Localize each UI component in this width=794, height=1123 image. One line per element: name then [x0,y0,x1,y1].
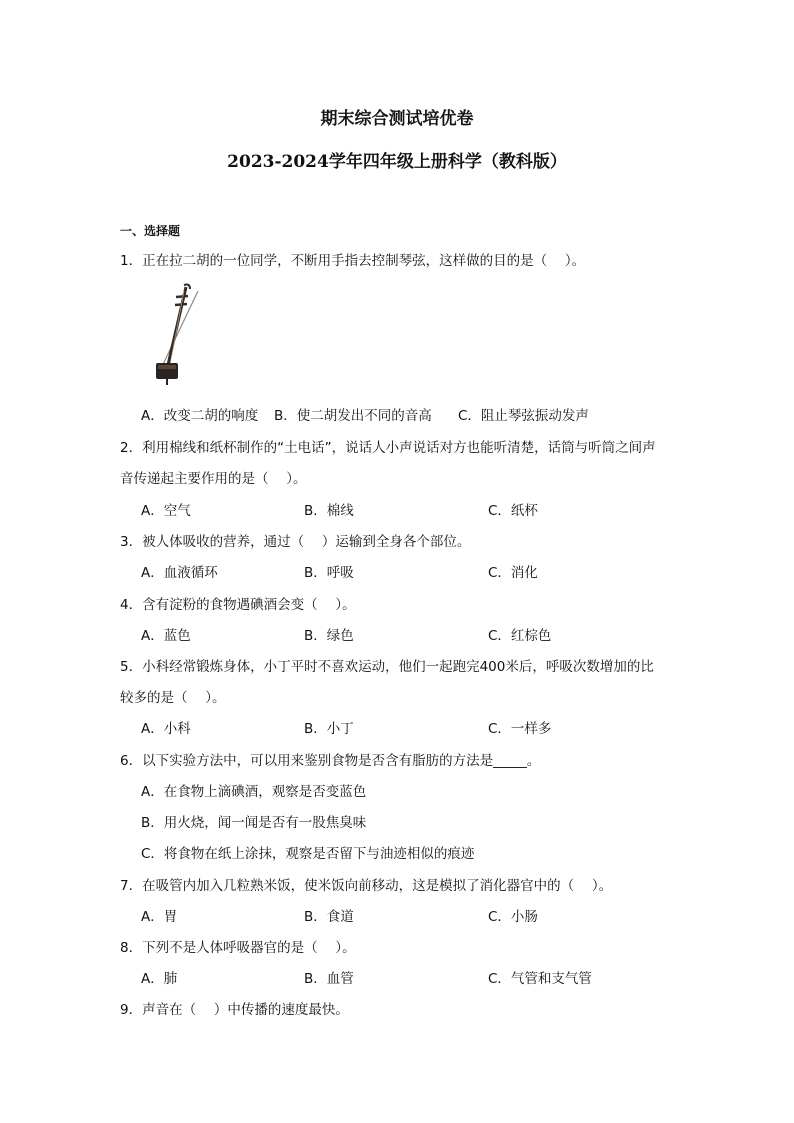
question-4-option-c: C．红棕色 [488,628,552,644]
question-8-text: 8．下列不是人体呼吸器官的是（ ）。 [120,940,356,956]
question-6-option-a: A．在食物上滴碘酒，观察是否变蓝色 [141,784,367,800]
question-4-option-a: A．蓝色 [141,628,191,644]
question-2-option-a: A．空气 [141,503,191,519]
question-1-option-a: A．改变二胡的响度 [141,408,259,424]
question-6-option-c: C．将食物在纸上涂抹，观察是否留下与油迹相似的痕迹 [141,846,475,862]
question-7-option-b: B．食道 [304,909,354,925]
question-5-text: 5．小科经常锻炼身体，小丁平时不喜欢运动，他们一起跑完400米后，呼吸次数增加的比 [120,659,654,675]
question-7-text: 7．在吸管内加入几粒熟米饭，使米饭向前移动，这是模拟了消化器官中的（ ）。 [120,878,613,894]
question-2-option-c: C．纸杯 [488,503,538,519]
question-5-option-c: C．一样多 [488,721,552,737]
question-3-option-a: A．血液循环 [141,565,218,581]
question-8-option-c: C．气管和支气管 [488,971,592,987]
section-heading: 一、选择题 [120,224,181,238]
question-4-text: 4．含有淀粉的食物遇碘酒会变（ ）。 [120,597,356,613]
question-5-text-cont: 较多的是（ ）。 [120,690,226,706]
question-8-option-a: A．肺 [141,971,178,987]
question-3-option-c: C．消化 [488,565,538,581]
question-7-option-c: C．小肠 [488,909,538,925]
question-4-option-b: B．绿色 [304,628,354,644]
page-title: 期末综合测试培优卷 [320,109,474,129]
question-2-text: 2．利用棉线和纸杯制作的“土电话”，说话人小声说话对方也能听清楚，话筒与听筒之间声 [120,440,656,456]
question-5-option-a: A．小科 [141,721,191,737]
question-8-option-b: B．血管 [304,971,354,987]
question-6-text: 6．以下实验方法中，可以用来鉴别食物是否含有脂肪的方法是_____。 [120,753,541,769]
page-subtitle: 2023-2024学年四年级上册科学（教科版） [227,152,567,172]
question-6-option-b: B．用火烧，闻一闻是否有一股焦臭味 [141,815,367,831]
question-2-option-b: B．棉线 [304,503,354,519]
question-1-text: 1．正在拉二胡的一位同学，不断用手指去控制琴弦，这样做的目的是（ ）。 [120,253,586,269]
question-3-text: 3．被人体吸收的营养，通过（ ）运输到全身各个部位。 [120,534,471,550]
question-2-text-cont: 音传递起主要作用的是（ ）。 [120,471,307,487]
question-5-option-b: B．小丁 [304,721,354,737]
question-1-option-b: B．使二胡发出不同的音高 [274,408,432,424]
erhu-illustration [148,283,204,387]
question-1-option-c: C．阻止琴弦振动发声 [458,408,589,424]
question-9-text: 9．声音在（ ）中传播的速度最快。 [120,1002,349,1018]
question-7-option-a: A．胃 [141,909,178,925]
question-3-option-b: B．呼吸 [304,565,354,581]
